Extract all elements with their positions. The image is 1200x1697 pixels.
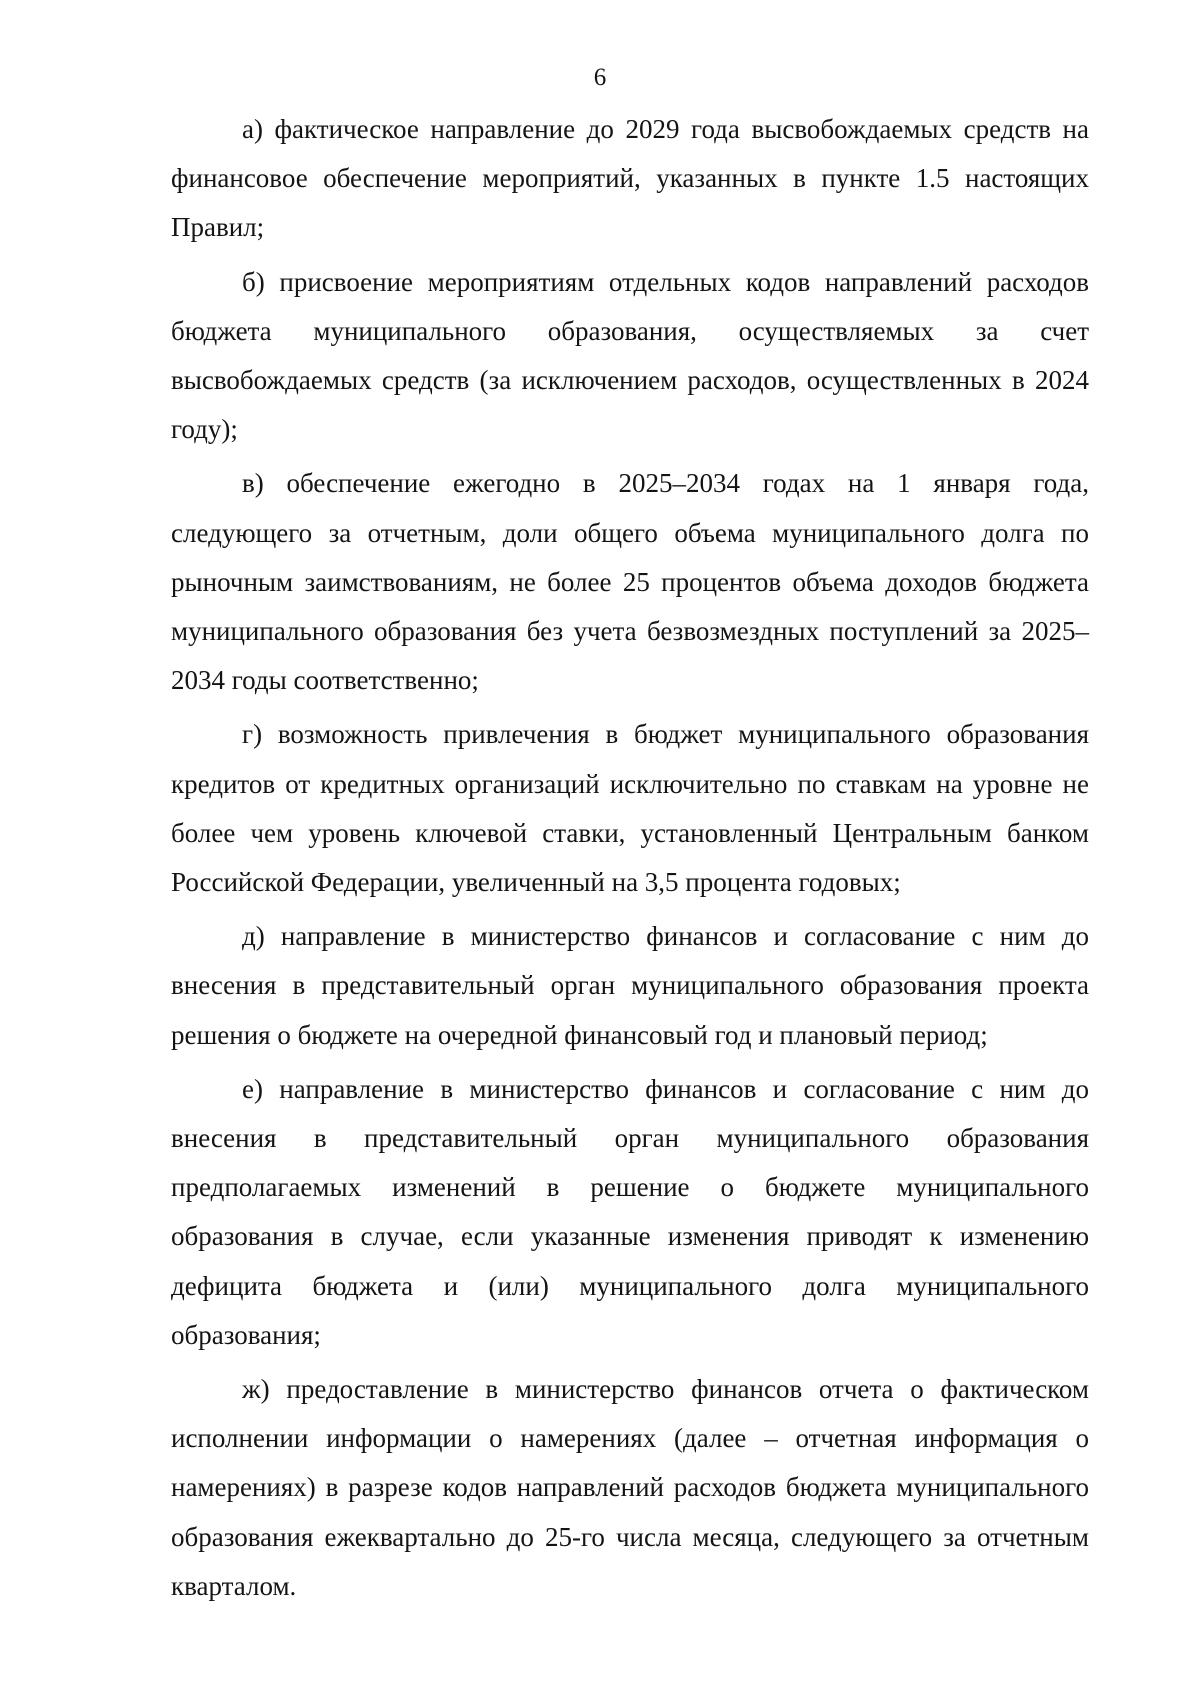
paragraph-v: в) обеспечение ежегодно в 2025–2034 годах на 1 января года, следующего за отчетным, доли общего объема муниципального долга по рыночным заимствованиям, не более 25 процентов объема доходов бюджета муниципального образования без учета безвозмездных поступлений за 2025–2034 годы соответственно; (171, 468, 1089, 696)
paragraph-d: д) направление в министерство финансов и согласование с ним до внесения в представительный орган муниципального образования проекта решения о бюджете на очередной финансовый год и плановый период; (171, 921, 1089, 1050)
paragraph-g: г) возможность привлечения в бюджет муниципального образования кредитов от кредитных организаций исключительно по ставкам на уровне не более чем уровень ключевой ставки, установленный Центральным банком Российской Федерации, увеличенный на 3,5 процента годовых; (171, 719, 1089, 898)
page-number: 6 (593, 64, 607, 91)
paragraph-b: б) присвоение мероприятиям отдельных кодов направлений расходов бюджета муниципального образования, осуществляемых за счет высвобождаемых средств (за исключением расходов, осуществленных в 2024 году); (171, 266, 1089, 445)
paragraph-zh: ж) предоставление в министерство финансов отчета о фактическом исполнении информации о намерениях (далее – отчетная информация о намерениях) в разрезе кодов направлений расходов бюджета муниципального образования ежеквартально до 25-го числа месяца, следующего за отчетным кварталом. (171, 1374, 1089, 1601)
document-body (171, 105, 1089, 1616)
paragraph-a: а) фактическое направление до 2029 года высвобождаемых средств на финансовое обеспечение мероприятий, указанных в пункте 1.5 настоящих Правил; (171, 114, 1089, 243)
paragraph-e: е) направление в министерство финансов и согласование с ним до внесения в представительный орган муниципального образования предполагаемых изменений в решение о бюджете муниципального образования в случае, если указанные изменения приводят к изменению дефицита бюджета и (или) муниципального долга муниципального образования; (171, 1073, 1089, 1350)
